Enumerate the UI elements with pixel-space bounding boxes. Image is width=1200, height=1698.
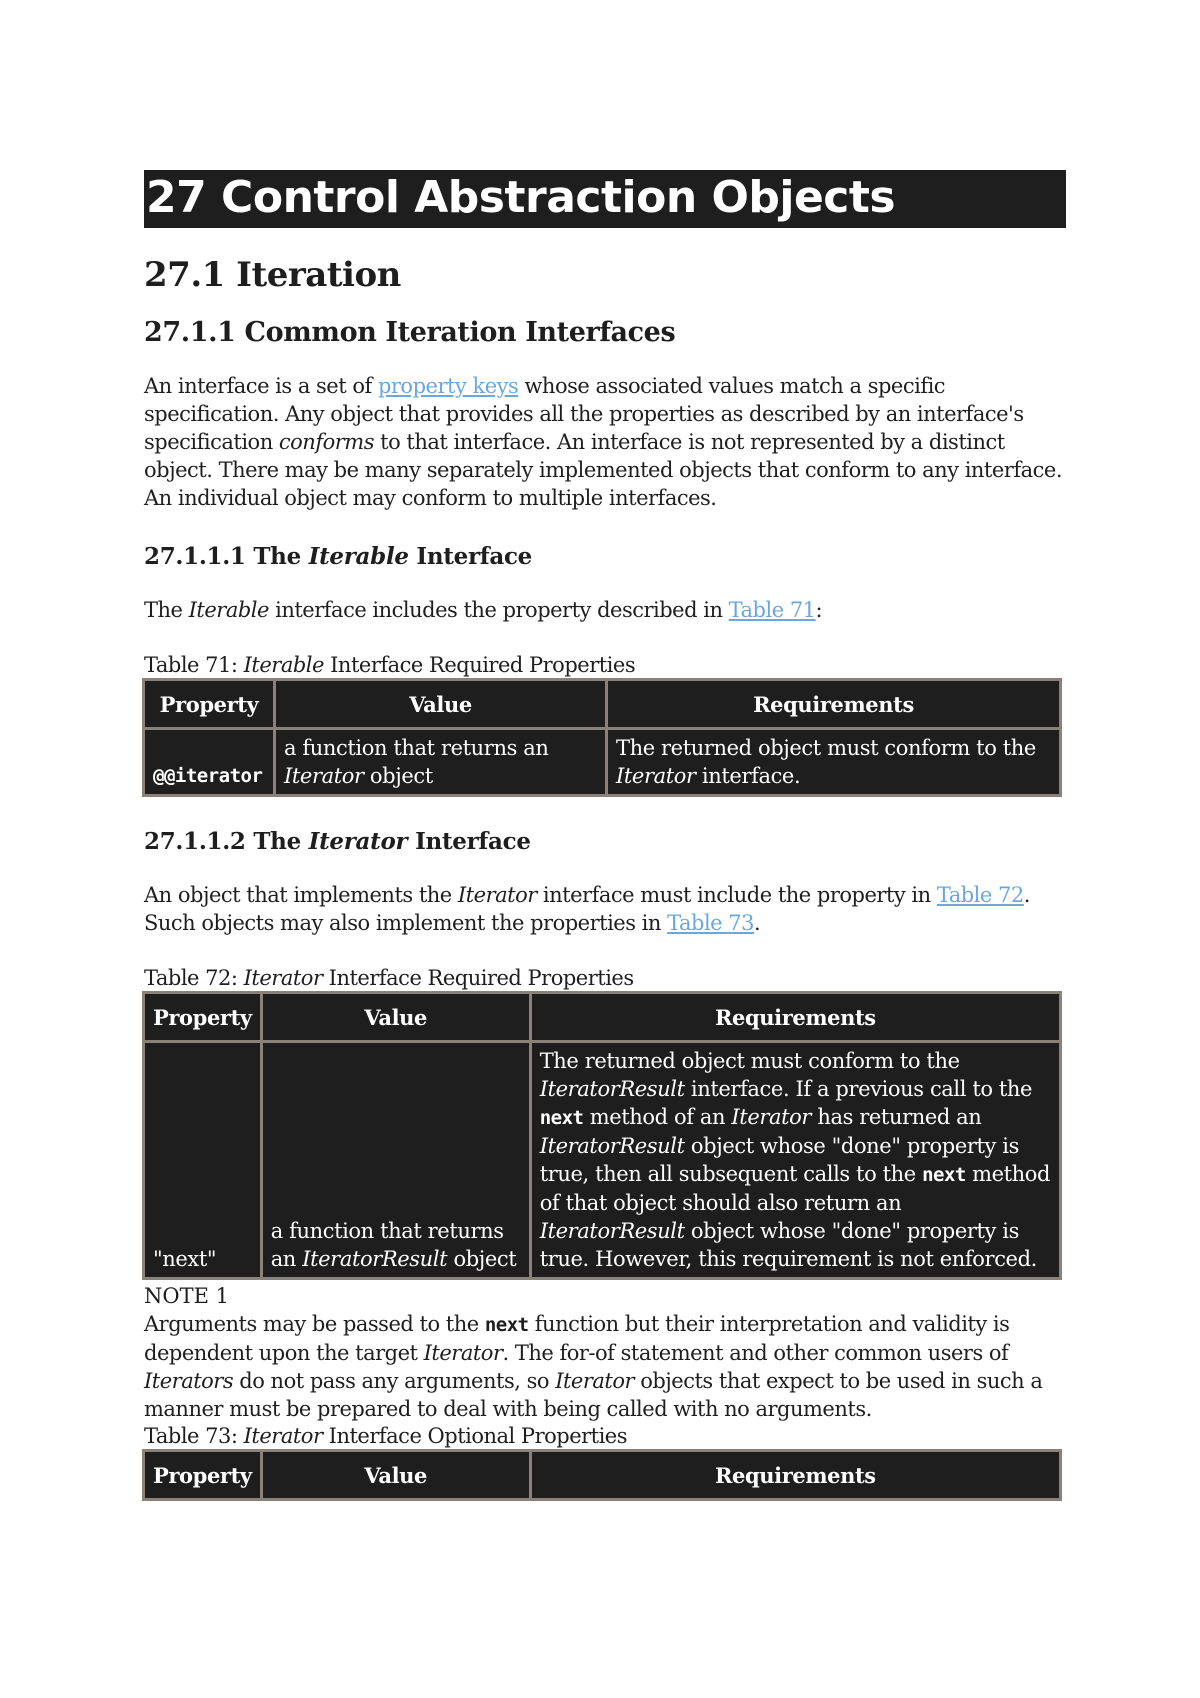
caption-emphasis: Iterator xyxy=(243,966,323,990)
section-title-common-interfaces: 27.1.1 Common Iteration Interfaces xyxy=(144,317,676,348)
table-73 xyxy=(142,1449,1062,1501)
cell-text: method of that object should also return an xyxy=(539,1162,1051,1215)
para-text: . Such objects may also implement the properties in xyxy=(144,883,1030,935)
cell-value xyxy=(261,1042,530,1279)
intro-text: to that interface. An interface is not represented by a distinct object. There may be many separately implemented objects that conform to any interface. An individual object may conform to multiple interfaces. xyxy=(144,430,1062,510)
caption-text: Interface Optional Properties xyxy=(322,1424,628,1448)
cell-requirements xyxy=(530,1042,1060,1279)
note-paragraph xyxy=(144,1310,1066,1423)
table-72-caption xyxy=(144,965,1066,991)
cell-requirements xyxy=(607,729,1061,796)
caption-emphasis: Iterable xyxy=(243,653,324,677)
heading-text: 27.1.1.2 The xyxy=(144,828,309,855)
iterator-paragraph xyxy=(144,881,1066,937)
heading-emphasis: Iterable xyxy=(308,543,409,570)
cell-emphasis: IteratorResult xyxy=(539,1077,685,1101)
cell-text: object whose "done" property is true. However, this requirement is not enforced. xyxy=(539,1219,1037,1271)
note-emphasis: Iterator xyxy=(423,1341,503,1365)
para-text: . xyxy=(754,911,761,935)
cell-property xyxy=(144,729,275,796)
column-header-value: Value xyxy=(261,993,530,1042)
table-72 xyxy=(142,991,1062,1280)
column-header-requirements: Requirements xyxy=(607,680,1061,729)
table-header-row xyxy=(144,1451,1061,1500)
heading-text: Interface xyxy=(408,543,533,570)
property-keys-link[interactable]: property keys xyxy=(377,374,519,398)
note-text: Arguments may be passed to the xyxy=(144,1312,485,1336)
table-72-link[interactable]: Table 72 xyxy=(936,883,1024,907)
cell-emphasis: IteratorResult xyxy=(302,1247,448,1271)
table-row xyxy=(144,1042,1061,1279)
para-text: interface must include the property in xyxy=(536,883,937,907)
intro-text: whose associated values match a specific specification. Any object that provides all the properties as described by an interface's specification xyxy=(144,374,1024,454)
para-emphasis: Iterator xyxy=(457,883,537,907)
cell-text: a function that returns an xyxy=(284,736,549,760)
para-text: The xyxy=(144,598,189,622)
note-text: function but their interpretation and validity is dependent upon the target xyxy=(144,1312,1010,1365)
table-71 xyxy=(142,678,1062,797)
column-header-property: Property xyxy=(144,993,262,1042)
table-73-link[interactable]: Table 73 xyxy=(667,911,754,935)
note-code: next xyxy=(484,1314,529,1336)
caption-text: Table 71: xyxy=(144,653,244,677)
iterator-heading xyxy=(144,827,1066,857)
column-header-requirements: Requirements xyxy=(530,993,1060,1042)
cell-emphasis: Iterator xyxy=(284,764,364,788)
cell-text: interface. If a previous call to the xyxy=(684,1077,1033,1101)
cell-text: The returned object must conform to the xyxy=(616,736,1036,760)
cell-text: object xyxy=(447,1247,517,1271)
table-header-row xyxy=(144,993,1061,1042)
intro-text: An interface is a set of xyxy=(144,374,378,398)
column-header-property: Property xyxy=(144,1451,262,1500)
intro-emphasis: conforms xyxy=(278,430,374,454)
caption-text: Table 73: xyxy=(144,1424,244,1448)
table-row xyxy=(144,729,1061,796)
note-text: objects that expect to be used in such a manner must be prepared to deal with being called with no arguments. xyxy=(144,1369,1043,1421)
cell-text: object whose "done" property is true, then all subsequent calls to the xyxy=(539,1134,1019,1186)
heading-text: Interface xyxy=(407,828,531,855)
cell-value xyxy=(275,729,607,796)
document-page xyxy=(144,170,1066,1501)
column-header-value: Value xyxy=(261,1451,530,1500)
iterable-heading xyxy=(144,542,1066,572)
para-text: interface includes the property described in xyxy=(268,598,729,622)
cell-text: The returned object must conform to the xyxy=(539,1049,960,1073)
cell-emphasis: Iterator xyxy=(616,764,696,788)
cell-code: next xyxy=(539,1107,584,1129)
cell-emphasis: IteratorResult xyxy=(539,1134,685,1158)
cell-property: "next" xyxy=(144,1042,262,1279)
intro-paragraph xyxy=(144,372,1066,512)
table-73-caption xyxy=(144,1423,1066,1449)
column-header-value: Value xyxy=(275,680,607,729)
caption-text: Interface Required Properties xyxy=(322,966,634,990)
chapter-title: 27 Control Abstraction Objects xyxy=(144,170,1066,228)
iterable-paragraph xyxy=(144,596,1066,624)
column-header-requirements: Requirements xyxy=(530,1451,1060,1500)
cell-code: next xyxy=(922,1164,966,1186)
cell-text: a function that returns an xyxy=(270,1219,504,1271)
caption-text: Table 72: xyxy=(144,966,244,990)
cell-emphasis: Iterator xyxy=(731,1105,812,1129)
note-emphasis: Iterator xyxy=(555,1369,635,1393)
cell-emphasis: IteratorResult xyxy=(539,1219,685,1243)
caption-text: Interface Required Properties xyxy=(323,653,636,677)
property-code: @@iterator xyxy=(153,765,263,787)
para-emphasis: Iterable xyxy=(188,598,269,622)
section-title-iteration: 27.1 Iteration xyxy=(144,255,401,295)
table-71-caption xyxy=(144,652,1066,678)
para-text: : xyxy=(815,598,823,622)
cell-text: method of an xyxy=(583,1105,732,1129)
heading-emphasis: Iterator xyxy=(308,828,408,855)
note-title: NOTE 1 xyxy=(144,1284,229,1308)
cell-text: interface. xyxy=(695,764,801,788)
cell-text: has returned an xyxy=(811,1105,982,1129)
note-emphasis: Iterators xyxy=(144,1369,234,1393)
column-header-property: Property xyxy=(144,680,275,729)
table-71-link[interactable]: Table 71 xyxy=(728,598,816,622)
caption-emphasis: Iterator xyxy=(243,1424,323,1448)
note-text: . The for-of statement and other common users of xyxy=(502,1341,1009,1365)
para-text: An object that implements the xyxy=(144,883,458,907)
cell-text: object xyxy=(363,764,433,788)
table-header-row xyxy=(144,680,1061,729)
note-text: do not pass any arguments, so xyxy=(233,1369,556,1393)
heading-text: 27.1.1.1 The xyxy=(144,543,309,570)
